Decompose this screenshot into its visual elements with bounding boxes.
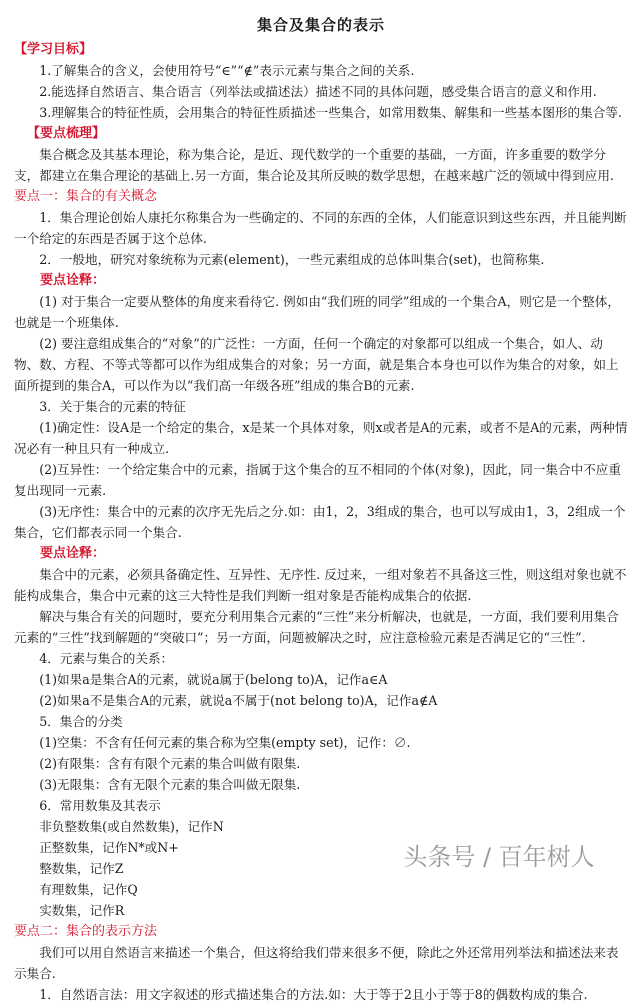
set-natural: 非负整数集(或自然数集)，记作N	[39, 819, 224, 834]
set-reals: 实数集，记作R	[39, 903, 125, 918]
goal-3: 3.理解集合的特征性质，会用集合的特征性质描述一些集合，如常用数集、解集和一些基本图形的集合等.	[39, 105, 622, 120]
watermark: 头条号 / 百年树人	[364, 840, 634, 874]
note-1a: (1) 对于集合一定要从整体的角度来看待它. 例如由“我们班的同学”组成的一个集合A，则它是一个整体，也就是一个班集体.	[14, 294, 620, 330]
note-2b: 解决与集合有关的问题时，要充分利用集合元素的“三性”来分析解决，也就是，一方面，我们要利用集合元素的“三性”找到解题的“突破口”；另一方面，问题被解决之时，应注意检验元素是否满足它的“三性”.	[14, 609, 619, 645]
note-2a: 集合中的元素，必须具备确定性、互异性、无序性. 反过来，一组对象若不具备这三性，则这组对象也就不能构成集合，集合中元素的这三大特性是我们判断一组对象是否能构成集合的依据.	[14, 567, 627, 603]
class-infinite-set: (3)无限集：含有无限个元素的集合叫做无限集.	[39, 777, 301, 792]
representation-intro: 我们可以用自然语言来描述一个集合，但这将给我们带来很多不便，除此之外还常用列举法和描述法来表示集合.	[14, 945, 619, 981]
goal-2: 2.能选择自然语言、集合语言（列举法或描述法）描述不同的具体问题，感受集合语言的意义和作用.	[39, 84, 597, 99]
goal-1: 1.了解集合的含义，会使用符号“∈”“∉”表示元素与集合之间的关系.	[39, 63, 415, 78]
relation-not-belong: (2)如果a不是集合A的元素，就说a不属于(not belong to)A，记作a∉A	[39, 693, 438, 708]
page-title: 集合及集合的表示	[256, 16, 385, 34]
classification-heading: 5．集合的分类	[39, 714, 123, 729]
set-integers: 整数集，记作Z	[39, 861, 124, 876]
heading-goals: 【学习目标】	[14, 42, 93, 57]
note-1b: (2) 要注意组成集合的“对象”的广泛性：一方面，任何一个确定的对象都可以组成一个集合，如人、动物、数、方程、不等式等都可以作为组成集合的对象；另一方面，就是集合本身也可以作为集合的对象，如上面所提到的集合A，可以作为以“我们高一年级各班”组成的集合B的元素.	[14, 336, 619, 393]
concept-2: 2．一般地，研究对象统称为元素(element)，一些元素组成的总体叫集合(set)，也简称集.	[39, 252, 545, 267]
relation-heading: 4．元素与集合的关系：	[39, 651, 174, 666]
key-point-2-title: 要点二：集合的表示方法	[14, 924, 158, 939]
class-finite-set: (2)有限集：含有有限个元素的集合叫做有限集.	[39, 756, 301, 771]
number-sets-heading: 6．常用数集及其表示	[39, 798, 161, 813]
set-rationals: 有理数集，记作Q	[39, 882, 138, 897]
natural-language-method: 1．自然语言法：用文字叙述的形式描述集合的方法.如：大于等于2且小于等于8的偶数构成的集合.	[39, 987, 588, 1002]
intro-paragraph: 集合概念及其基本理论，称为集合论，是近、现代数学的一个重要的基础，一方面，许多重要的数学分支，都建立在集合理论的基础上.另一方面，集合论及其所反映的数学思想，在越来越广泛的领域中得到应用.	[14, 147, 614, 183]
note-label-1: 要点诠释：	[40, 273, 106, 288]
feature-unordered: (3)无序性：集合中的元素的次序无先后之分.如：由1，2，3组成的集合，也可以写成由1，3，2组成一个集合，它们都表示同一个集合.	[14, 504, 626, 540]
concept-1: 1．集合理论创始人康托尔称集合为一些确定的、不同的东西的全体，人们能意识到这些东西，并且能判断一个给定的东西是否属于这个总体.	[14, 210, 627, 246]
element-features-heading: 3．关于集合的元素的特征	[39, 399, 186, 414]
note-label-2: 要点诠释：	[40, 546, 106, 561]
feature-distinctness: (2)互异性：一个给定集合中的元素，指属于这个集合的互不相同的个体(对象)，因此，同一集合中不应重复出现同一元素.	[14, 462, 621, 498]
set-positive-integers: 正整数集，记作N*或N+	[39, 840, 179, 855]
key-point-1-title: 要点一：集合的有关概念	[14, 189, 158, 204]
class-empty-set: (1)空集：不含有任何元素的集合称为空集(empty set)，记作：∅.	[39, 735, 411, 750]
heading-points: 【要点梳理】	[27, 126, 106, 141]
relation-belong: (1)如果a是集合A的元素，就说a属于(belong to)A，记作a∈A	[39, 672, 388, 687]
feature-determinacy: (1)确定性：设A是一个给定的集合，x是某一个具体对象，则x或者是A的元素，或者不是A的元素，两种情况必有一种且只有一种成立.	[14, 420, 628, 456]
